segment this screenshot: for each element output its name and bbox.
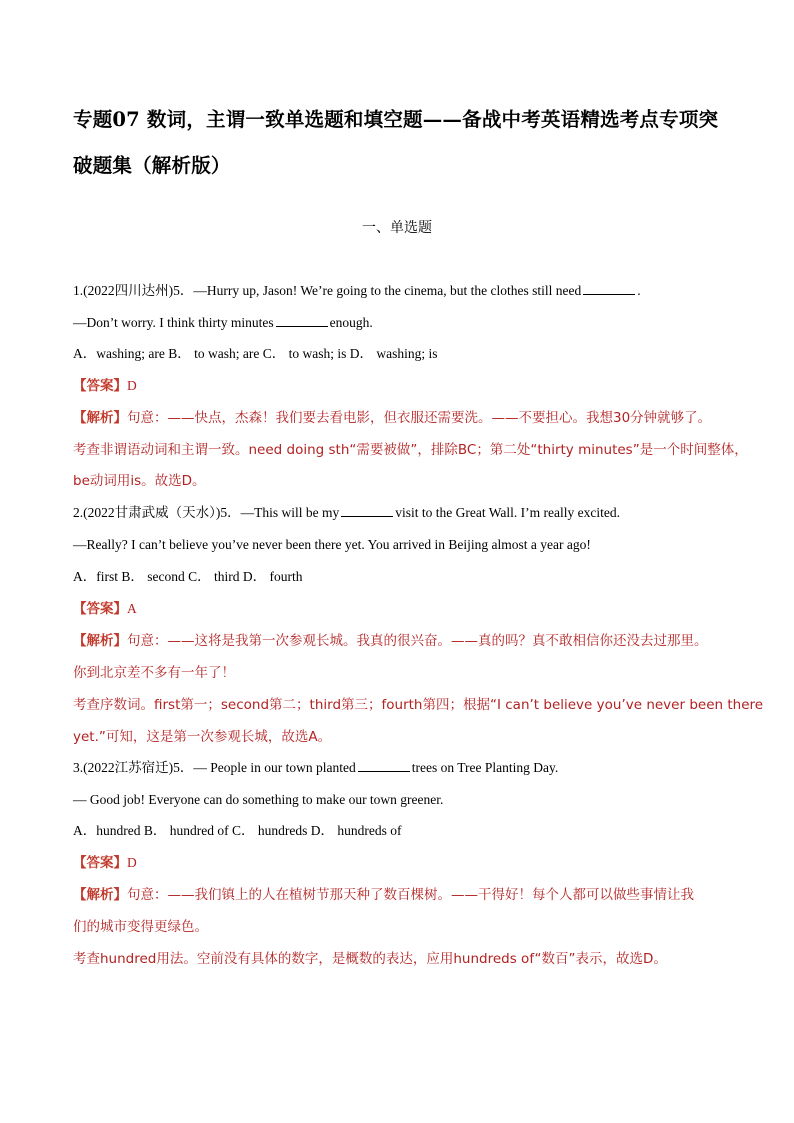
answer-blank — [583, 282, 635, 295]
question-1-analysis-line-2: 考查非谓语动词和主谓一致。need doing sth“需要被做”，排除BC；第二处“thirty minutes”是一个时间整体， — [73, 442, 748, 458]
answer-blank — [341, 504, 393, 517]
question-3-analysis-line-3: 考查hundred用法。空前没有具体的数字，是概数的表达，应用hundreds of“数百”表示，故选D。 — [73, 951, 667, 967]
question-2-analysis-line-4: yet.”可知，这是第一次参观长城，故选A。 — [73, 729, 332, 745]
question-1-stem: 1.(2022四川达州)5．—Hurry up, Jason! We’re going to the cinema, but the clothes still need . — [73, 283, 641, 298]
question-1-options: A．washing; are B． to wash; are C． to wash; is D． washing; is — [73, 346, 438, 361]
question-3-analysis-line-1: 【解析】句意：——我们镇上的人在植树节那天种了数百棵树。——干得好！每个人都可以做些事情让我 — [73, 887, 694, 903]
question-2-stem: 2.(2022甘肃武威（天水）)5．—This will be my visit to the Great Wall. I’m really excited. — [73, 505, 620, 520]
question-1-answer: 【答案】D — [73, 378, 137, 394]
question-3-answer: 【答案】D — [73, 855, 137, 871]
question-2-analysis-line-2: 你到北京差不多有一年了！ — [73, 665, 235, 681]
question-1-analysis-line-3: be动词用is。故选D。 — [73, 473, 206, 489]
question-3-options: A．hundred B． hundred of C． hundreds D． hundreds of — [73, 823, 402, 838]
question-2-answer: 【答案】A — [73, 601, 137, 617]
question-1-reply: —Don’t worry. I think thirty minutes enough. — [73, 315, 373, 330]
question-2-reply: —Really? I can’t believe you’ve never been there yet. You arrived in Beijing almost a year ago! — [73, 537, 591, 552]
question-2-options: A．first B． second C． third D． fourth — [73, 569, 303, 584]
question-3-stem: 3.(2022江苏宿迁)5．— People in our town planted trees on Tree Planting Day. — [73, 760, 559, 775]
question-3-analysis-line-2: 们的城市变得更绿色。 — [73, 919, 208, 935]
section-heading: 一、单选题 — [362, 220, 432, 236]
question-2-analysis-line-3: 考查序数词。first第一；second第二；third第三；fourth第四；根据“I can’t believe you’ve never been there — [73, 697, 764, 713]
question-3-reply: — Good job! Everyone can do something to make our town greener. — [73, 792, 444, 807]
answer-blank — [276, 314, 328, 327]
document-title — [73, 97, 733, 189]
question-1-analysis-line-1: 【解析】句意：——快点，杰森！我们要去看电影，但衣服还需要洗。——不要担心。我想30分钟就够了。 — [73, 410, 712, 426]
title-line-2: 破题集（解析版） — [73, 154, 231, 177]
question-2-analysis-line-1: 【解析】句意：——这将是我第一次参观长城。我真的很兴奋。——真的吗？真不敢相信你还没去过那里。 — [73, 633, 708, 649]
title-line-1: 专题07 数词，主谓一致单选题和填空题——备战中考英语精选考点专项突 — [73, 108, 719, 131]
answer-blank — [358, 759, 410, 772]
